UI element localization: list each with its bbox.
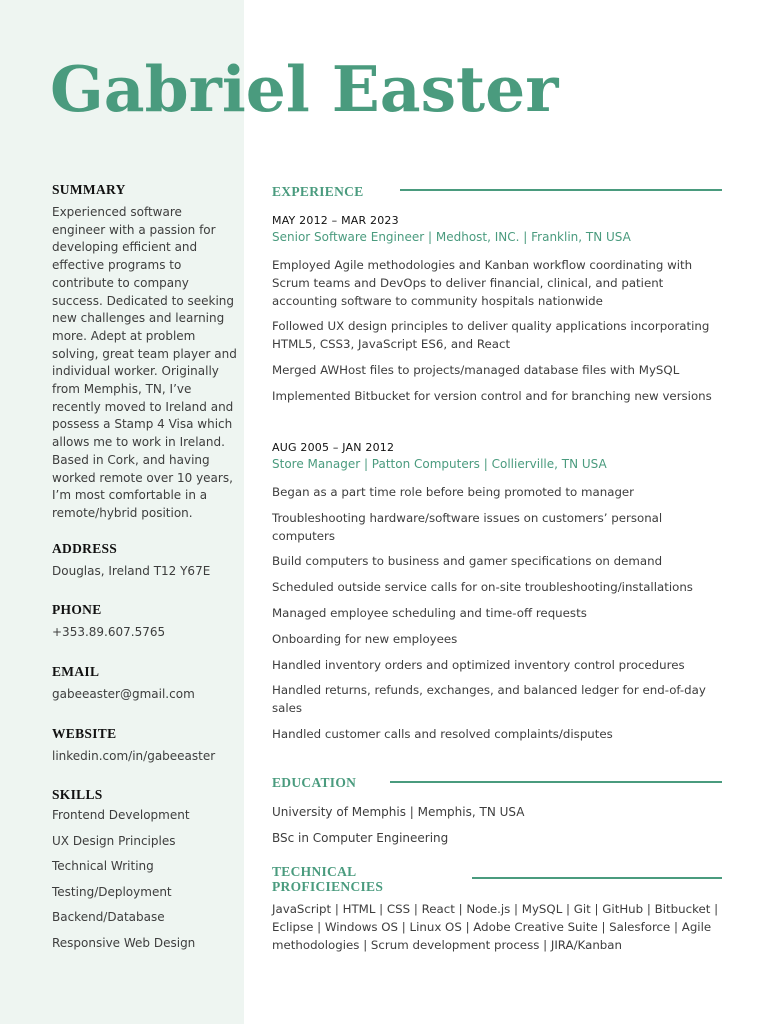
experience-divider [400, 189, 722, 191]
skill-item: Frontend Development [52, 808, 190, 823]
skill-item: UX Design Principles [52, 833, 176, 848]
education-divider [390, 781, 722, 783]
job-bullet: Scheduled outside service calls for on-site troubleshooting/installations [272, 580, 693, 595]
education-section [272, 805, 722, 854]
experience-header [272, 184, 722, 199]
technical-header [272, 864, 722, 894]
job-bullets [272, 257, 722, 406]
skill-item: Technical Writing [52, 859, 154, 874]
address-section [52, 541, 238, 581]
education-heading: EDUCATION [272, 775, 357, 790]
job-bullet: Handled inventory orders and optimized inventory control procedures [272, 657, 685, 672]
sidebar [52, 182, 238, 970]
address-text: Douglas, Ireland T12 Y67E [52, 563, 211, 578]
job-bullet: Handled customer calls and resolved complaints/disputes [272, 726, 613, 741]
job-dates: AUG 2005 – JAN 2012 [272, 441, 395, 454]
job-bullet: Implemented Bitbucket for version control and for branching new versions [272, 388, 712, 403]
skill-item: Backend/Database [52, 910, 165, 925]
technical-heading-line1: TECHNICAL [272, 864, 357, 879]
technical-section [272, 900, 722, 954]
technical-divider [472, 877, 722, 879]
job-bullet: Employed Agile methodologies and Kanban workflow coordinating with Scrum teams and DevOps to deliver financial, clinical, and patient accounting software to community hospitals nationwide [272, 258, 693, 308]
job-bullet: Onboarding for new employees [272, 631, 458, 646]
website-heading: WEBSITE [52, 725, 117, 741]
phone-heading: PHONE [52, 602, 102, 618]
job-bullet: Troubleshooting hardware/software issues on customers’ personal computers [272, 510, 663, 543]
education-school: University of Memphis | Memphis, TN USA [272, 805, 525, 819]
website-section [52, 726, 238, 766]
address-heading: ADDRESS [52, 540, 118, 556]
job-bullet: Build computers to business and gamer specifications on demand [272, 554, 663, 569]
job-role: Store Manager | Patton Computers | Collierville, TN USA [272, 457, 607, 471]
job-bullets [272, 484, 722, 744]
summary-heading: SUMMARY [52, 182, 126, 197]
email-heading: EMAIL [52, 664, 100, 680]
job-bullet: Managed employee scheduling and time-off requests [272, 605, 587, 620]
job-bullet: Handled returns, refunds, exchanges, and balanced ledger for end-of-day sales [272, 683, 706, 716]
email-text: gabeeaster@gmail.com [52, 687, 195, 702]
email-section [52, 664, 238, 704]
technical-heading-line2: PROFICIENCIES [272, 879, 384, 894]
website-link[interactable]: linkedin.com/in/gabeeaster [52, 748, 216, 763]
job-2 [272, 441, 722, 752]
phone-section [52, 602, 238, 642]
skills-section [52, 787, 238, 956]
resume-name: Gabriel Easter [50, 52, 559, 126]
education-degree: BSc in Computer Engineering [272, 831, 449, 845]
technical-list: JavaScript | HTML | CSS | React | Node.js | MySQL | Git | GitHub | Bitbucket | Eclipse | Windows OS | Linux OS | Adobe Creative Suite | Salesforce | Agile methodologies | Scrum development process | JIRA/Kanban [272, 902, 719, 952]
job-bullet: Began as a part time role before being promoted to manager [272, 485, 635, 499]
job-bullet: Followed UX design principles to deliver quality applications incorporating HTML5, CSS3, JavaScript ES6, and React [272, 319, 710, 352]
job-role: Senior Software Engineer | Medhost, INC. | Franklin, TN USA [272, 230, 631, 244]
summary-text: Experienced software engineer with a passion for developing efficient and effective programs to contribute to company success. Dedicated to seeking new challenges and learning more. Adept at problem solving, great team player and individual worker. Originally from Memphis, TN, I’ve recently moved to Ireland and possess a Stamp 4 Visa which allows me to work in Ireland. Based in Cork, and having worked remote over 10 years, I’m most comfortable in a remote/hybrid position. [52, 205, 237, 520]
phone-text: +353.89.607.5765 [52, 625, 166, 640]
skill-item: Responsive Web Design [52, 935, 196, 950]
job-1 [272, 214, 722, 414]
experience-heading: EXPERIENCE [272, 184, 364, 199]
job-dates: MAY 2012 – MAR 2023 [272, 214, 399, 227]
skills-heading: SKILLS [52, 787, 103, 803]
job-bullet: Merged AWHost files to projects/managed database files with MySQL [272, 362, 680, 377]
summary-section [52, 182, 238, 523]
skill-item: Testing/Deployment [52, 884, 172, 899]
